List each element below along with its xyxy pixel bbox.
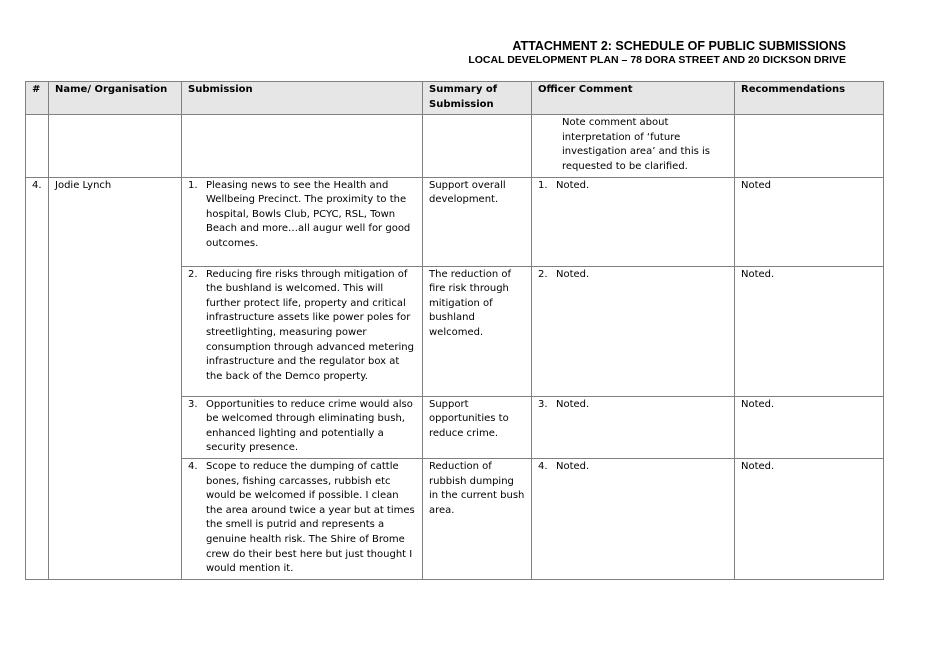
submission-cell bbox=[182, 177, 423, 266]
item-number: 2. bbox=[188, 268, 198, 280]
submission-cell bbox=[182, 266, 423, 396]
summary-text: Reduction of rubbish dumping in the current bush area. bbox=[423, 458, 532, 579]
document-subtitle: LOCAL DEVELOPMENT PLAN – 78 DORA STREET AND 20 DICKSON DRIVE bbox=[468, 54, 846, 66]
table-row bbox=[26, 115, 884, 177]
officer-item-number: 2. bbox=[538, 268, 548, 280]
table-cell bbox=[182, 115, 423, 177]
officer-comment-cell bbox=[532, 396, 735, 458]
officer-comment-text: Noted. bbox=[556, 460, 590, 472]
officer-comment-text: Noted. bbox=[556, 398, 590, 410]
officer-item-number: 1. bbox=[538, 179, 548, 191]
submission-text: Reducing fire risks through mitigation of the bushland is welcomed. This will further protect life, property and critical infrastructure assets like power poles for streetlighting, measuring power consumption through advanced metering infrastructure and the regulator box at the back of the Demco property. bbox=[206, 268, 414, 382]
recommendation-text: Noted. bbox=[735, 396, 884, 458]
table-cell bbox=[26, 115, 49, 177]
submissions-table bbox=[25, 81, 884, 580]
officer-item-number: 4. bbox=[538, 460, 548, 472]
table-cell bbox=[735, 115, 884, 177]
item-number: 3. bbox=[188, 398, 198, 410]
officer-comment-cell bbox=[532, 458, 735, 579]
submission-text: Scope to reduce the dumping of cattle bones, fishing carcasses, rubbish etc would be welcomed if possible. I clean the area around twice a year but at times the smell is putrid and represents a genuine health risk. The Shire of Brome crew do their best here but just thought I would mention it. bbox=[206, 460, 415, 575]
table-row bbox=[26, 177, 884, 266]
officer-comment-continuation: Note comment about interpretation of ‘future investigation area’ and this is requested to be clarified. bbox=[562, 117, 710, 172]
column-header-submission: Submission bbox=[182, 82, 423, 115]
submission-cell bbox=[182, 396, 423, 458]
officer-comment-text: Noted. bbox=[556, 268, 590, 280]
entry-number: 4. bbox=[26, 177, 49, 579]
summary-text: The reduction of fire risk through mitigation of bushland welcomed. bbox=[423, 266, 532, 396]
column-header-name: Name/ Organisation bbox=[49, 82, 182, 115]
column-header-number: # bbox=[26, 82, 49, 115]
submission-text: Pleasing news to see the Health and Wellbeing Precinct. The proximity to the hospital, Bowls Club, PCYC, RSL, Town Beach and more…all augur well for good outcomes. bbox=[206, 179, 411, 249]
recommendation-text: Noted. bbox=[735, 266, 884, 396]
item-number: 4. bbox=[188, 460, 198, 472]
table-header-row bbox=[26, 82, 884, 115]
submission-cell bbox=[182, 458, 423, 579]
recommendation-text: Noted. bbox=[735, 458, 884, 579]
table-cell bbox=[49, 115, 182, 177]
column-header-recommendations: Recommendations bbox=[735, 82, 884, 115]
officer-comment-cell bbox=[532, 177, 735, 266]
table-cell bbox=[423, 115, 532, 177]
column-header-officer-comment: Officer Comment bbox=[532, 82, 735, 115]
document-title: ATTACHMENT 2: SCHEDULE OF PUBLIC SUBMISSIONS bbox=[512, 39, 846, 53]
officer-comment-cell bbox=[532, 266, 735, 396]
officer-comment-text: Noted. bbox=[556, 179, 590, 191]
officer-item-number: 3. bbox=[538, 398, 548, 410]
column-header-summary: Summary of Submission bbox=[423, 82, 532, 115]
recommendation-text: Noted bbox=[735, 177, 884, 266]
summary-text: Support opportunities to reduce crime. bbox=[423, 396, 532, 458]
submitter-name: Jodie Lynch bbox=[49, 177, 182, 579]
summary-text: Support overall development. bbox=[423, 177, 532, 266]
item-number: 1. bbox=[188, 179, 198, 191]
submission-text: Opportunities to reduce crime would also be welcomed through eliminating bush, enhanced lighting and potentially a security presence. bbox=[206, 398, 413, 454]
table-cell bbox=[532, 115, 735, 177]
